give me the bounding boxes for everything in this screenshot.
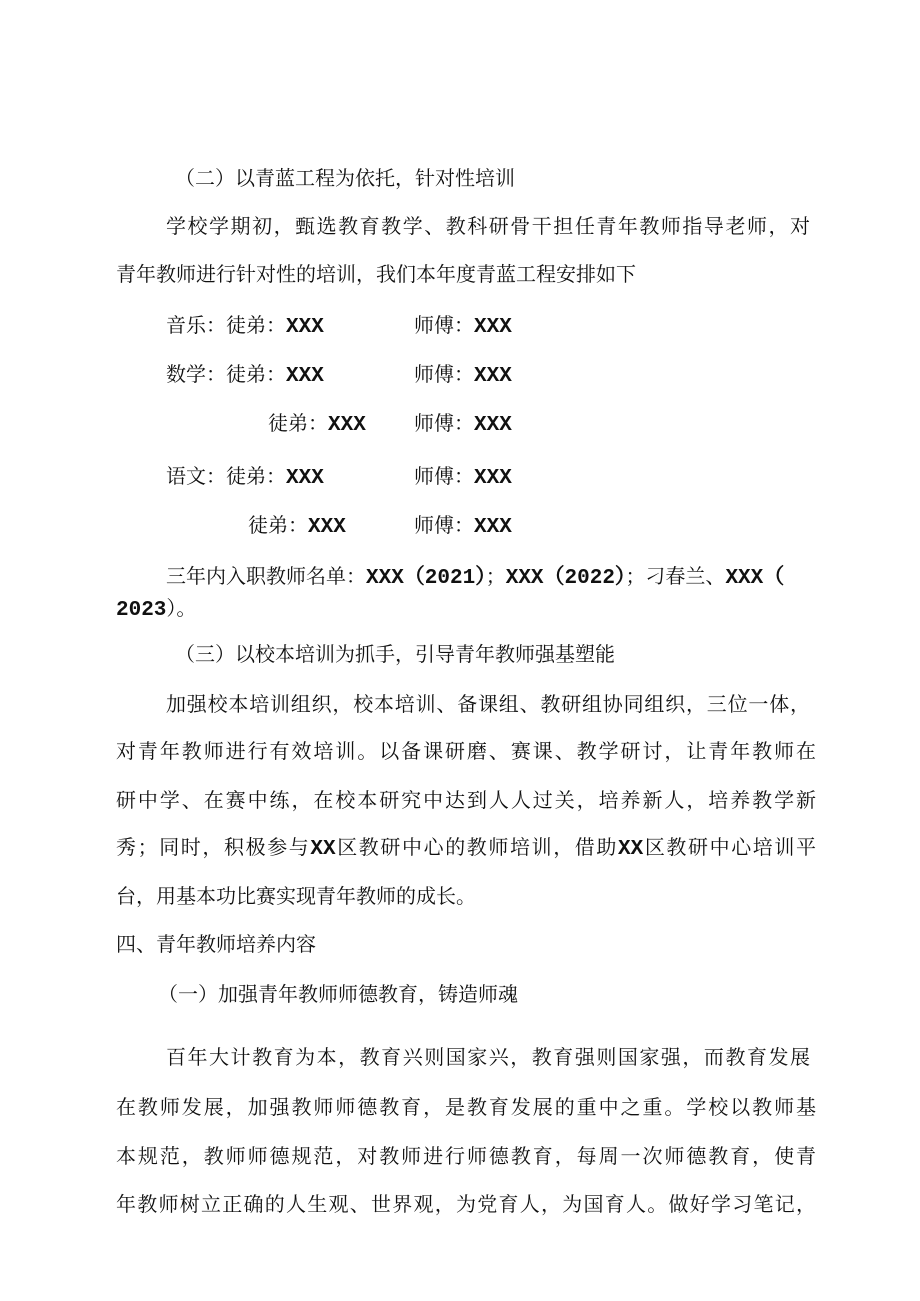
master-name: XXX — [474, 516, 512, 539]
paragraph-line: 在教师发展，加强教师师德教育，是教育发展的重中之重。学校以教师基 — [116, 1095, 816, 1119]
separator: ；刁春兰、 — [625, 564, 726, 588]
separator: ； — [485, 564, 506, 588]
disciple-label: 徒弟： — [248, 513, 308, 537]
disciple-name: XXX — [308, 516, 346, 539]
newhire-entry: XXX（2021） — [366, 567, 486, 590]
paragraph-line: 研中学、在赛中练，在校本研究中达到人人过关，培养新人，培养教学新 — [116, 788, 816, 812]
master-label: 师傅： — [414, 513, 474, 537]
disciple-name: XXX — [286, 365, 324, 388]
pair-row — [268, 409, 366, 440]
text-run: 区教研中心培训平 — [643, 835, 817, 859]
disciple-name: XXX — [328, 414, 366, 437]
pair-row — [166, 462, 324, 493]
newhire-entry: XXX（ — [725, 567, 785, 590]
district-placeholder: XX — [618, 838, 644, 861]
subject-label: 音乐： — [166, 313, 226, 337]
pair-row — [248, 511, 346, 542]
master-name: XXX — [474, 365, 512, 388]
master-label: 师傅： — [414, 411, 474, 435]
master-label: 师傅： — [414, 313, 474, 337]
subject-label: 数学： — [166, 362, 226, 386]
master-cell — [414, 409, 512, 440]
section-heading-xiaoben: （三）以校本培训为抓手，引导青年教师强基塑能 — [175, 642, 615, 666]
subject-label: 语文： — [166, 464, 226, 488]
paragraph-line: 青年教师进行针对性的培训，我们本年度青蓝工程安排如下 — [116, 262, 636, 286]
master-label: 师傅： — [414, 464, 474, 488]
disciple-label: 徒弟： — [226, 362, 286, 386]
disciple-label: 徒弟： — [226, 464, 286, 488]
disciple-label: 徒弟： — [226, 313, 286, 337]
paragraph-line: 台，用基本功比赛实现青年教师的成长。 — [116, 884, 476, 908]
paragraph-line: 百年大计教育为本，教育兴则国家兴，教育强则国家强，而教育发展 — [166, 1045, 810, 1069]
master-name: XXX — [474, 316, 512, 339]
disciple-name: XXX — [286, 467, 324, 490]
section-heading-qinglan: （二）以青蓝工程为依托，针对性培训 — [175, 166, 515, 190]
paragraph-line: 对青年教师进行有效培训。以备课研磨、赛课、教学研讨，让青年教师在 — [116, 739, 816, 763]
newhire-year: 2023 — [116, 599, 167, 622]
disciple-name: XXX — [286, 316, 324, 339]
master-cell — [414, 311, 512, 342]
paragraph-line: 本规范，教师师德规范，对教师进行师德教育，每周一次师德教育，使青 — [116, 1144, 816, 1168]
master-cell — [414, 360, 512, 391]
newhire-list-line — [116, 594, 196, 625]
paragraph-line — [116, 833, 816, 864]
master-cell — [414, 511, 512, 542]
pair-row — [166, 311, 324, 342]
text-run: 区教研中心的教师培训，借助 — [335, 835, 618, 859]
newhire-entry: XXX（2022） — [505, 567, 626, 590]
master-label: 师傅： — [414, 362, 474, 386]
text-run: 秀；同时，积极参与 — [116, 835, 311, 859]
master-name: XXX — [474, 414, 512, 437]
paragraph-line: 年教师树立正确的人生观、世界观，为党育人，为国育人。做好学习笔记， — [116, 1192, 816, 1216]
district-placeholder: XX — [310, 838, 336, 861]
pair-row — [166, 360, 324, 391]
newhire-end: ）。 — [166, 596, 197, 620]
section-title-four: 四、青年教师培养内容 — [116, 932, 316, 956]
disciple-label: 徒弟： — [268, 411, 328, 435]
subsection-heading-shide: （一）加强青年教师师德教育，铸造师魂 — [158, 982, 518, 1006]
paragraph-line: 学校学期初，甄选教育教学、教科研骨干担任青年教师指导老师，对 — [166, 214, 810, 238]
paragraph-line: 加强校本培训组织，校本培训、备课组、教研组协同组织，三位一体， — [166, 692, 810, 716]
master-name: XXX — [474, 467, 512, 490]
newhire-list-line — [166, 562, 784, 593]
master-cell — [414, 462, 512, 493]
newhire-label: 三年内入职教师名单： — [166, 564, 366, 588]
